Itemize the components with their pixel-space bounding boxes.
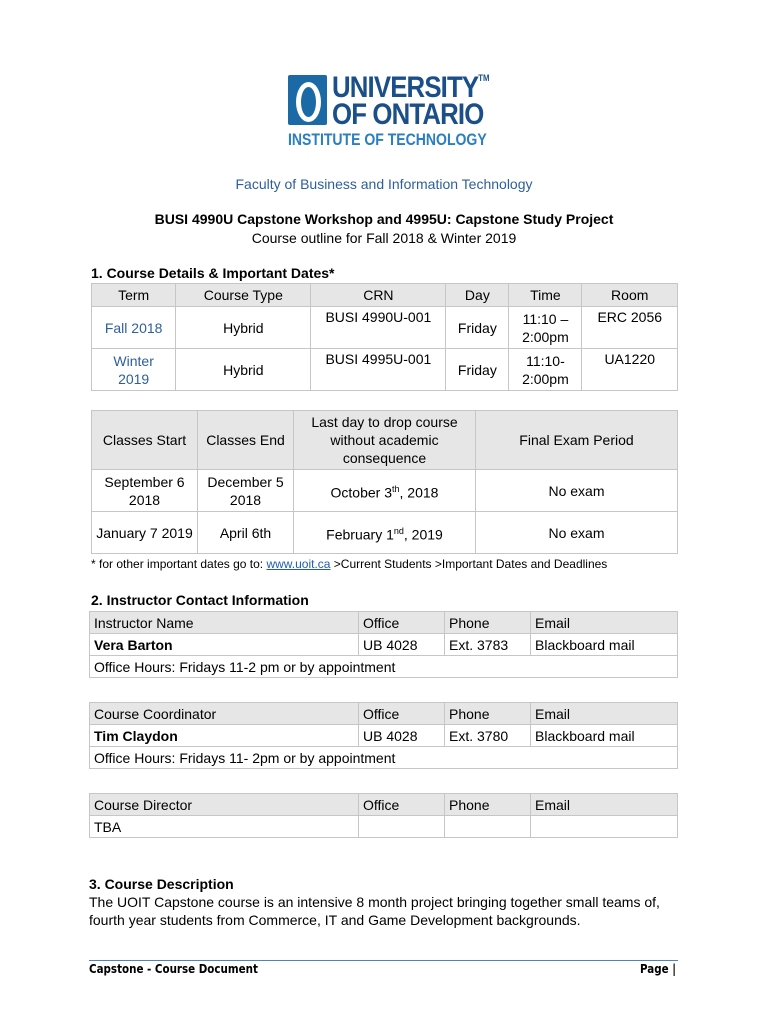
contact-email: Blackboard mail: [531, 725, 678, 747]
table-row: [92, 470, 678, 512]
drop-date-cell: October 3th, 2018: [294, 470, 476, 512]
contact-phone: Ext. 3780: [445, 725, 531, 747]
contact-name: TBA: [90, 816, 359, 838]
classes-start-cell: January 7 2019: [92, 512, 198, 554]
table-header-row: [92, 411, 678, 470]
document-title: BUSI 4990U Capstone Workshop and 4995U: Capstone Study Project: [154, 211, 614, 227]
office-header: Office: [359, 703, 445, 725]
contact-name: Tim Claydon: [90, 725, 359, 747]
course-description: The UOIT Capstone course is an intensive 8 month project bringing together small teams of, fourth year students from Commerce, IT and Game Development backgrounds.: [89, 894, 660, 928]
day-cell: Friday: [446, 349, 509, 391]
logo-shield-icon: [288, 75, 327, 125]
exam-period-cell: No exam: [476, 512, 678, 554]
contact-office: UB 4028: [359, 634, 445, 656]
table-header-row: [90, 612, 678, 634]
term-cell: Winter 2019: [92, 349, 176, 391]
room-cell: UA1220: [582, 349, 678, 391]
table-row: [90, 656, 678, 678]
section-1-heading: 1. Course Details & Important Dates*: [91, 265, 335, 281]
table-row: [92, 512, 678, 554]
crn-cell: BUSI 4990U-001: [311, 307, 446, 349]
director-table: [89, 793, 678, 838]
phone-header: Phone: [445, 794, 531, 816]
header-cell: Course Type: [176, 284, 311, 307]
header-cell: Final Exam Period: [476, 411, 678, 470]
contact-email: Blackboard mail: [531, 634, 678, 656]
time-cell: 11:10 – 2:00pm: [509, 307, 582, 349]
contact-name: Vera Barton: [90, 634, 359, 656]
role-header: Course Director: [90, 794, 359, 816]
dates-footnote: * for other important dates go to: www.uoit.ca >Current Students >Important Dates and Deadlines: [91, 557, 608, 571]
logo-line-1: UNIVERSITY™: [332, 71, 490, 104]
table-header-row: [90, 703, 678, 725]
logo-line-2: OF ONTARIO: [332, 98, 484, 131]
office-hours: Office Hours: Fridays 11- 2pm or by appointment: [90, 747, 678, 769]
contact-phone: [445, 816, 531, 838]
type-cell: Hybrid: [176, 307, 311, 349]
table-header-row: [92, 284, 678, 307]
phone-header: Phone: [445, 612, 531, 634]
header-cell: Day: [446, 284, 509, 307]
office-header: Office: [359, 612, 445, 634]
classes-end-cell: December 5 2018: [198, 470, 294, 512]
university-logo: [288, 72, 488, 152]
contact-email: [531, 816, 678, 838]
email-header: Email: [531, 612, 678, 634]
exam-period-cell: No exam: [476, 470, 678, 512]
footer-document-name: Capstone - Course Document: [89, 962, 258, 976]
table-row: [92, 349, 678, 391]
table-row: [90, 634, 678, 656]
coordinator-table: [89, 702, 678, 769]
role-header: Instructor Name: [90, 612, 359, 634]
header-cell: Last day to drop course without academic consequence: [294, 411, 476, 470]
crn-cell: BUSI 4995U-001: [311, 349, 446, 391]
office-header: Office: [359, 794, 445, 816]
office-hours: Office Hours: Fridays 11-2 pm or by appointment: [90, 656, 678, 678]
contact-office: [359, 816, 445, 838]
header-cell: Classes End: [198, 411, 294, 470]
header-cell: Term: [92, 284, 176, 307]
drop-date-cell: February 1nd, 2019: [294, 512, 476, 554]
contact-phone: Ext. 3783: [445, 634, 531, 656]
table-row: [90, 725, 678, 747]
course-details-table: [91, 283, 678, 391]
type-cell: Hybrid: [176, 349, 311, 391]
important-dates-table: [91, 410, 678, 554]
day-cell: Friday: [446, 307, 509, 349]
footer-page-label: Page |: [640, 962, 676, 976]
table-row: [90, 816, 678, 838]
classes-end-cell: April 6th: [198, 512, 294, 554]
document-subtitle: Course outline for Fall 2018 & Winter 2019: [251, 230, 517, 246]
faculty-name: Faculty of Business and Information Technology: [235, 176, 533, 192]
footer-divider: [89, 960, 678, 961]
table-row: [92, 307, 678, 349]
phone-header: Phone: [445, 703, 531, 725]
email-header: Email: [531, 794, 678, 816]
classes-start-cell: September 6 2018: [92, 470, 198, 512]
header-cell: Time: [509, 284, 582, 307]
header-cell: CRN: [311, 284, 446, 307]
contact-office: UB 4028: [359, 725, 445, 747]
term-cell: Fall 2018: [92, 307, 176, 349]
email-header: Email: [531, 703, 678, 725]
table-row: [90, 747, 678, 769]
time-cell: 11:10-2:00pm: [509, 349, 582, 391]
logo-line-3: INSTITUTE OF TECHNOLOGY: [288, 131, 487, 149]
section-2-heading: 2. Instructor Contact Information: [91, 592, 309, 608]
uoit-link[interactable]: www.uoit.ca: [266, 557, 331, 571]
room-cell: ERC 2056: [582, 307, 678, 349]
section-3-heading: 3. Course Description: [89, 876, 234, 892]
header-cell: Room: [582, 284, 678, 307]
table-header-row: [90, 794, 678, 816]
instructor-table: [89, 611, 678, 678]
header-cell: Classes Start: [92, 411, 198, 470]
role-header: Course Coordinator: [90, 703, 359, 725]
